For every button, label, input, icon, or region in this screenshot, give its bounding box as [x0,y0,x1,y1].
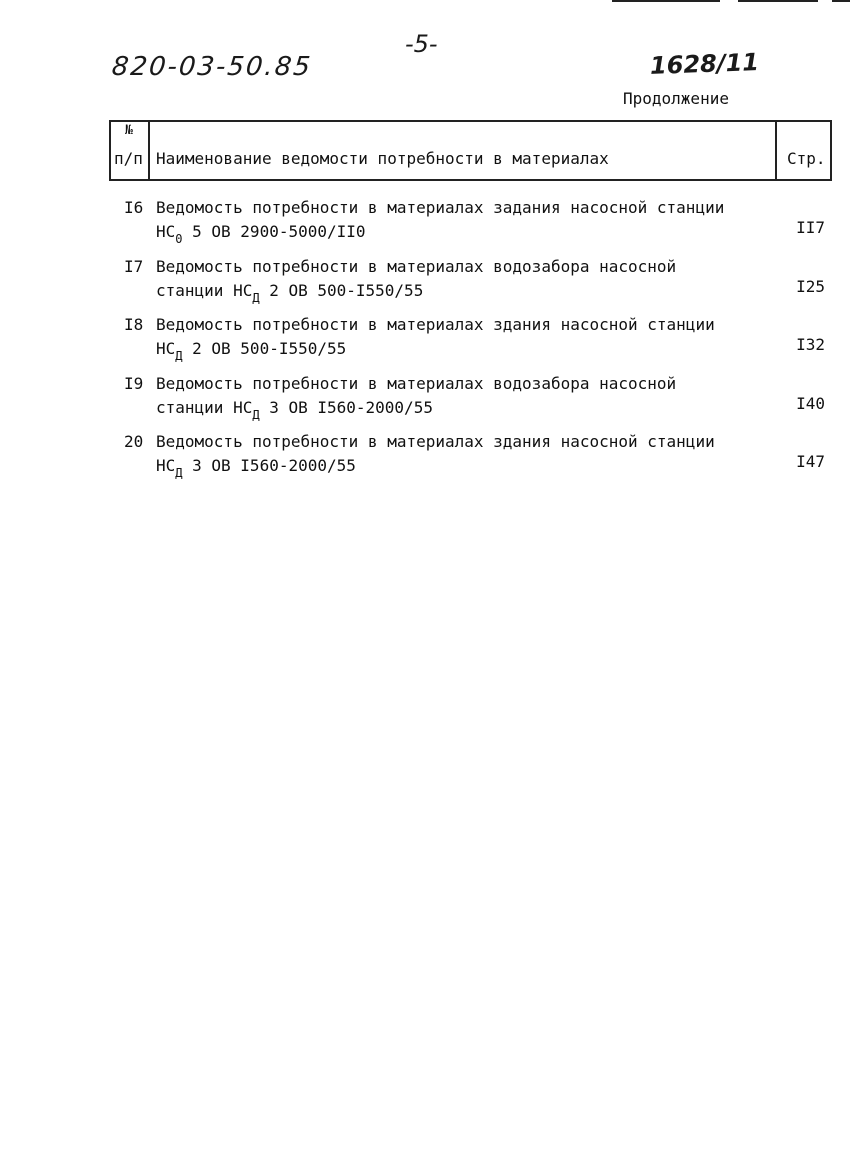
column-header-name: Наименование ведомости потребности в материалах [156,149,609,168]
row-subtitle: $НС_Д$ 2 ОВ 500-I550/55 [156,339,347,363]
row-page: I47 [796,452,825,471]
top-edge-rule [738,0,818,2]
row-title: Ведомость потребности в материалах здания насосной станции [156,315,715,334]
row-page: II7 [796,218,825,237]
row-number: I9 [124,374,144,393]
table-row [124,196,829,252]
row-number: I8 [124,315,144,334]
row-subtitle: станции $НС_Д$ 3 ОВ I560-2000/55 [156,398,433,422]
column-divider [148,122,150,179]
row-number: 20 [124,432,144,451]
column-header-page: Стр. [787,149,826,168]
sheet-code: 1628/11 [649,48,760,80]
column-header-number: п/п [114,149,143,168]
table-header [109,120,832,181]
row-title: Ведомость потребности в материалах здания насосной станции [156,432,715,451]
row-subtitle: станции $НС_Д$ 2 ОВ 500-I550/55 [156,281,424,305]
row-page: I25 [796,277,825,296]
table-row [124,372,829,428]
top-edge-rule [832,0,850,2]
row-title: Ведомость потребности в материалах водозабора насосной [156,374,677,393]
page-number: -5- [405,30,438,58]
row-title: Ведомость потребности в материалах водозабора насосной [156,257,677,276]
table-row [124,255,829,311]
row-subtitle: $НС_0$ 5 ОВ 2900-5000/II0 [156,222,366,246]
row-number: I6 [124,198,144,217]
row-page: I40 [796,394,825,413]
table-row [124,430,829,486]
row-title: Ведомость потребности в материалах задания насосной станции [156,198,725,217]
top-edge-rule [612,0,720,2]
table-row [124,313,829,369]
document-code: 820-03-50.85 [110,52,314,82]
column-divider [775,122,777,179]
row-number: I7 [124,257,144,276]
row-subtitle: $НС_Д$ 3 ОВ I560-2000/55 [156,456,356,480]
number-sign: № [125,123,133,138]
continuation-label: Продолжение [623,89,729,108]
row-page: I32 [796,335,825,354]
